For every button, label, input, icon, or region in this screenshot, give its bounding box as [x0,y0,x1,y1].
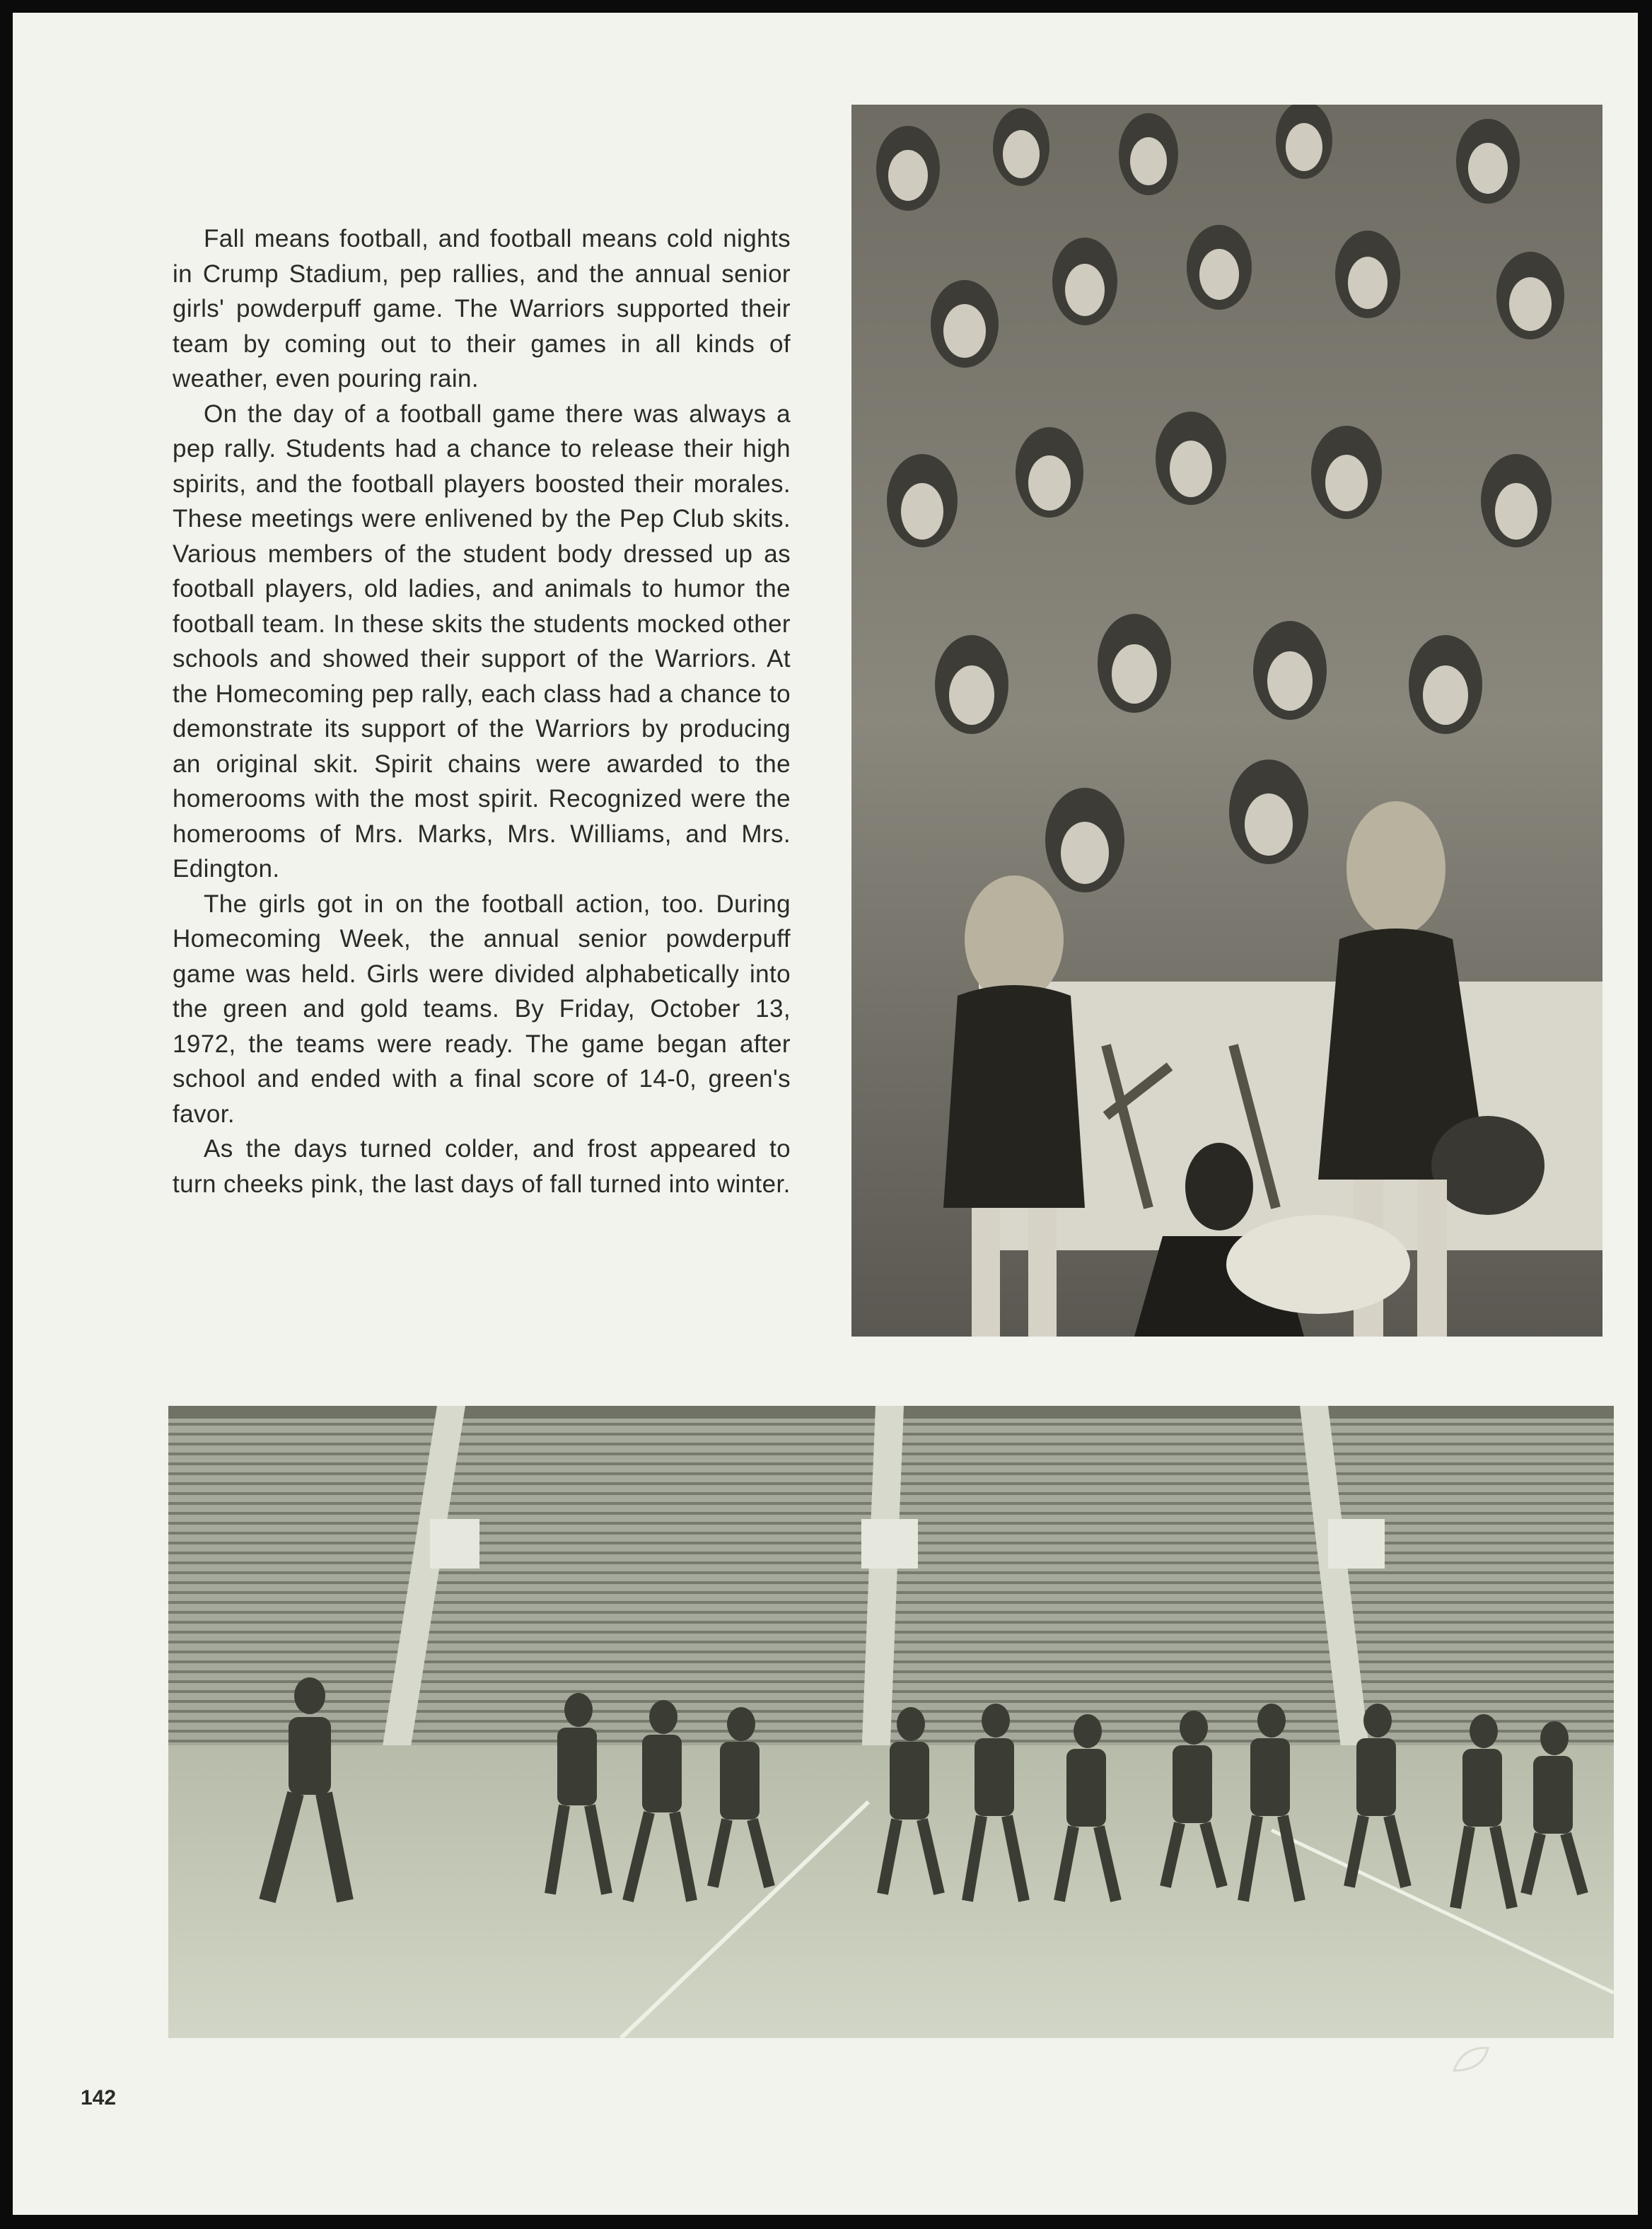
faint-leaf-mark [1448,2042,1491,2079]
powderpuff-game-photo [168,1406,1614,2038]
paragraph-winter: As the days turned colder, and frost appeared to turn cheeks pink, the last days of fall turned into winter. [173,1135,791,1198]
paragraph-powderpuff: The girls got in on the football action, too. During Homecoming Week, the annual senior powderpuff game was held. Girls were divided alphabetically into the green and gold teams. By Friday, October 13, 1972, the teams were ready. The game began after school and ended with a final score of 14-0, green's favor. [173,890,791,1128]
page-number: 142 [81,2086,117,2109]
article-text [173,221,791,1201]
crowd-photo-image [851,105,1602,1337]
paragraph-pep-rally: On the day of a football game there was always a pep rally. Students had a chance to release their high spirits, and the football players boosted their morales. These meetings were enlivened by the Pep Club skits. Various members of the student body dressed up as football players, old ladies, and animals to humor the football team. In these skits the students mocked other schools and showed their support of the Warriors. At the Homecoming pep rally, each class had a chance to demonstrate its support of the Warriors by producing an original skit. Spirit chains were awarded to the homerooms with the most spirit. Recognized were the homerooms of Mrs. Marks, Mrs. Williams, and Mrs. Edington. [173,400,791,883]
yearbook-page [13,13,1638,2215]
paragraph-fall-football: Fall means football, and football means cold nights in Crump Stadium, pep rallies, and the annual senior girls' powderpuff game. The Warriors supported their team by coming out to their games in all kinds of weather, even pouring rain. [173,225,791,392]
crowd-photo [851,105,1602,1337]
powderpuff-game-photo-image [168,1406,1614,2038]
